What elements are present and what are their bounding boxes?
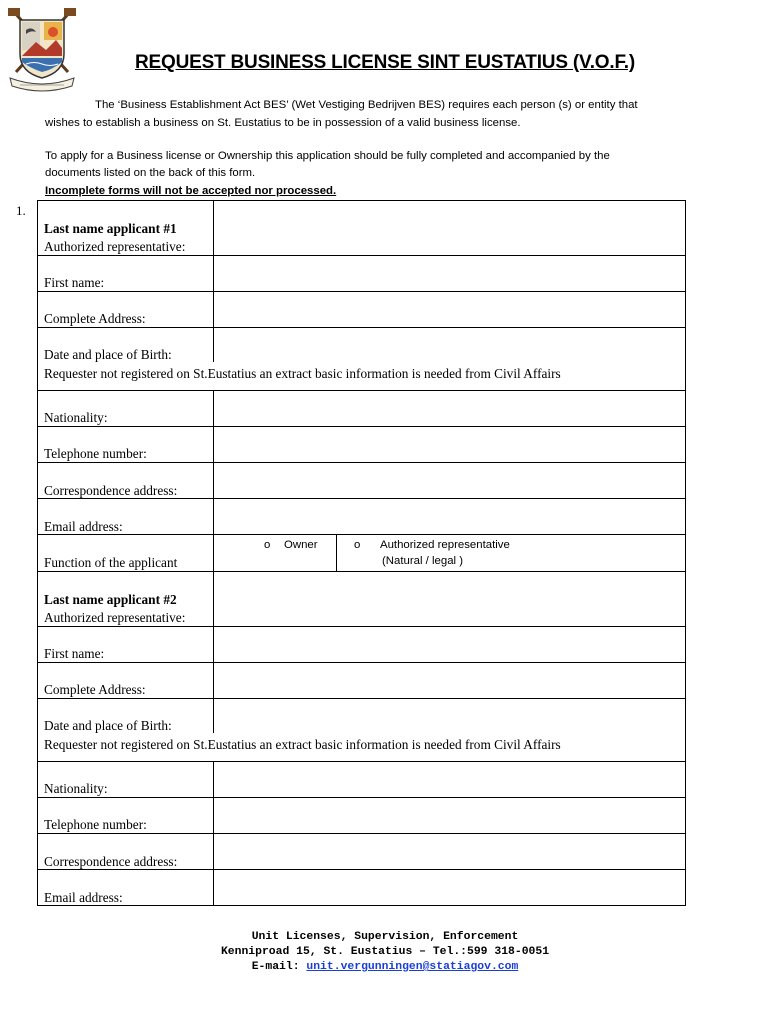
label-correspondence-1: Correspondence address:	[44, 483, 178, 498]
label-authorized-representative-1: Authorized representative:	[44, 239, 186, 254]
option-rep-label: Authorized representative	[380, 539, 510, 551]
label-last-name-applicant-1: Last name applicant #1	[44, 221, 177, 236]
option-owner-label: Owner	[284, 539, 318, 551]
input-nationality-2[interactable]	[214, 762, 685, 797]
label-nationality-1: Nationality:	[44, 410, 108, 425]
coat-of-arms-icon	[6, 6, 78, 92]
label-first-name-1: First name:	[44, 275, 105, 290]
row-nationality-2	[37, 761, 686, 797]
intro-text-line1: The ‘Business Establishment Act BES’ (Wet Vestiging Bedrijven BES) requires each person (s) or entity that	[95, 99, 638, 111]
intro-text-line2: wishes to establish a business on St. Eustatius to be in possession of a valid business license.	[45, 117, 521, 129]
row-address-1	[37, 291, 686, 327]
input-nationality-1[interactable]	[214, 391, 685, 426]
option-rep-bullet: o	[354, 539, 361, 551]
row-birth-2	[37, 698, 686, 761]
input-correspondence-2[interactable]	[214, 834, 685, 869]
row-first-name-1	[37, 255, 686, 291]
label-first-name-2: First name:	[44, 646, 105, 661]
row-function-1	[37, 534, 686, 571]
apply-text-line2: documents listed on the back of this form.	[45, 167, 256, 179]
input-birth-2[interactable]	[214, 699, 685, 733]
incomplete-warning: Incomplete forms will not be accepted nor processed.	[45, 185, 337, 197]
label-telephone-1: Telephone number:	[44, 446, 147, 461]
label-telephone-2: Telephone number:	[44, 817, 147, 832]
row-telephone-1	[37, 426, 686, 462]
row-birth-1	[37, 327, 686, 390]
footer-email-link[interactable]: unit.vergunningen@statiagov.com	[306, 961, 519, 973]
label-correspondence-2: Correspondence address:	[44, 854, 178, 869]
label-nationality-2: Nationality:	[44, 781, 108, 796]
label-birth-2: Date and place of Birth:	[44, 718, 172, 733]
footer-email-label: E-mail:	[251, 961, 300, 973]
row-first-name-2	[37, 626, 686, 662]
input-last-name-applicant-2[interactable]	[214, 572, 685, 626]
footer-unit: Unit Licenses, Supervision, Enforcement	[251, 931, 519, 943]
label-function-1: Function of the applicant	[44, 555, 178, 570]
label-authorized-representative-2: Authorized representative:	[44, 610, 186, 625]
footer-email-line	[0, 960, 770, 975]
input-first-name-2[interactable]	[214, 627, 685, 662]
input-correspondence-1[interactable]	[214, 463, 685, 498]
row-telephone-2	[37, 797, 686, 833]
row-address-2	[37, 662, 686, 698]
label-address-2: Complete Address:	[44, 682, 146, 697]
row-nationality-1	[37, 390, 686, 426]
input-telephone-2[interactable]	[214, 798, 685, 833]
requester-note-1: Requester not registered on St.Eustatius an extract basic information is needed from Civil Affairs	[44, 366, 561, 381]
row-email-1	[37, 498, 686, 534]
input-first-name-1[interactable]	[214, 256, 685, 291]
footer-address: Kenniproad 15, St. Eustatius – Tel.:599 318-0051	[220, 946, 550, 958]
row-last-name-applicant-1	[37, 200, 686, 255]
page-title: REQUEST BUSINESS LICENSE SINT EUSTATIUS (V.O.F.)	[135, 52, 635, 73]
requester-note-2: Requester not registered on St.Eustatius an extract basic information is needed from Civil Affairs	[44, 737, 561, 752]
label-email-1: Email address:	[44, 519, 123, 534]
input-address-2[interactable]	[214, 663, 685, 698]
input-email-1[interactable]	[214, 499, 685, 534]
row-email-2	[37, 869, 686, 906]
label-birth-1: Date and place of Birth:	[44, 347, 172, 362]
option-rep-sublabel: (Natural / legal )	[382, 555, 464, 567]
input-last-name-applicant-1[interactable]	[214, 201, 685, 255]
apply-text-line1: To apply for a Business license or Ownership this application should be fully completed and accompanied by the	[45, 150, 610, 162]
section-number: 1.	[16, 203, 26, 218]
input-birth-1[interactable]	[214, 328, 685, 362]
label-email-2: Email address:	[44, 890, 123, 905]
label-last-name-applicant-2: Last name applicant #2	[44, 592, 177, 607]
input-email-2[interactable]	[214, 870, 685, 905]
option-owner-bullet: o	[264, 539, 271, 551]
row-last-name-applicant-2	[37, 571, 686, 626]
input-address-1[interactable]	[214, 292, 685, 327]
label-address-1: Complete Address:	[44, 311, 146, 326]
row-correspondence-1	[37, 462, 686, 498]
row-correspondence-2	[37, 833, 686, 869]
input-telephone-1[interactable]	[214, 427, 685, 462]
